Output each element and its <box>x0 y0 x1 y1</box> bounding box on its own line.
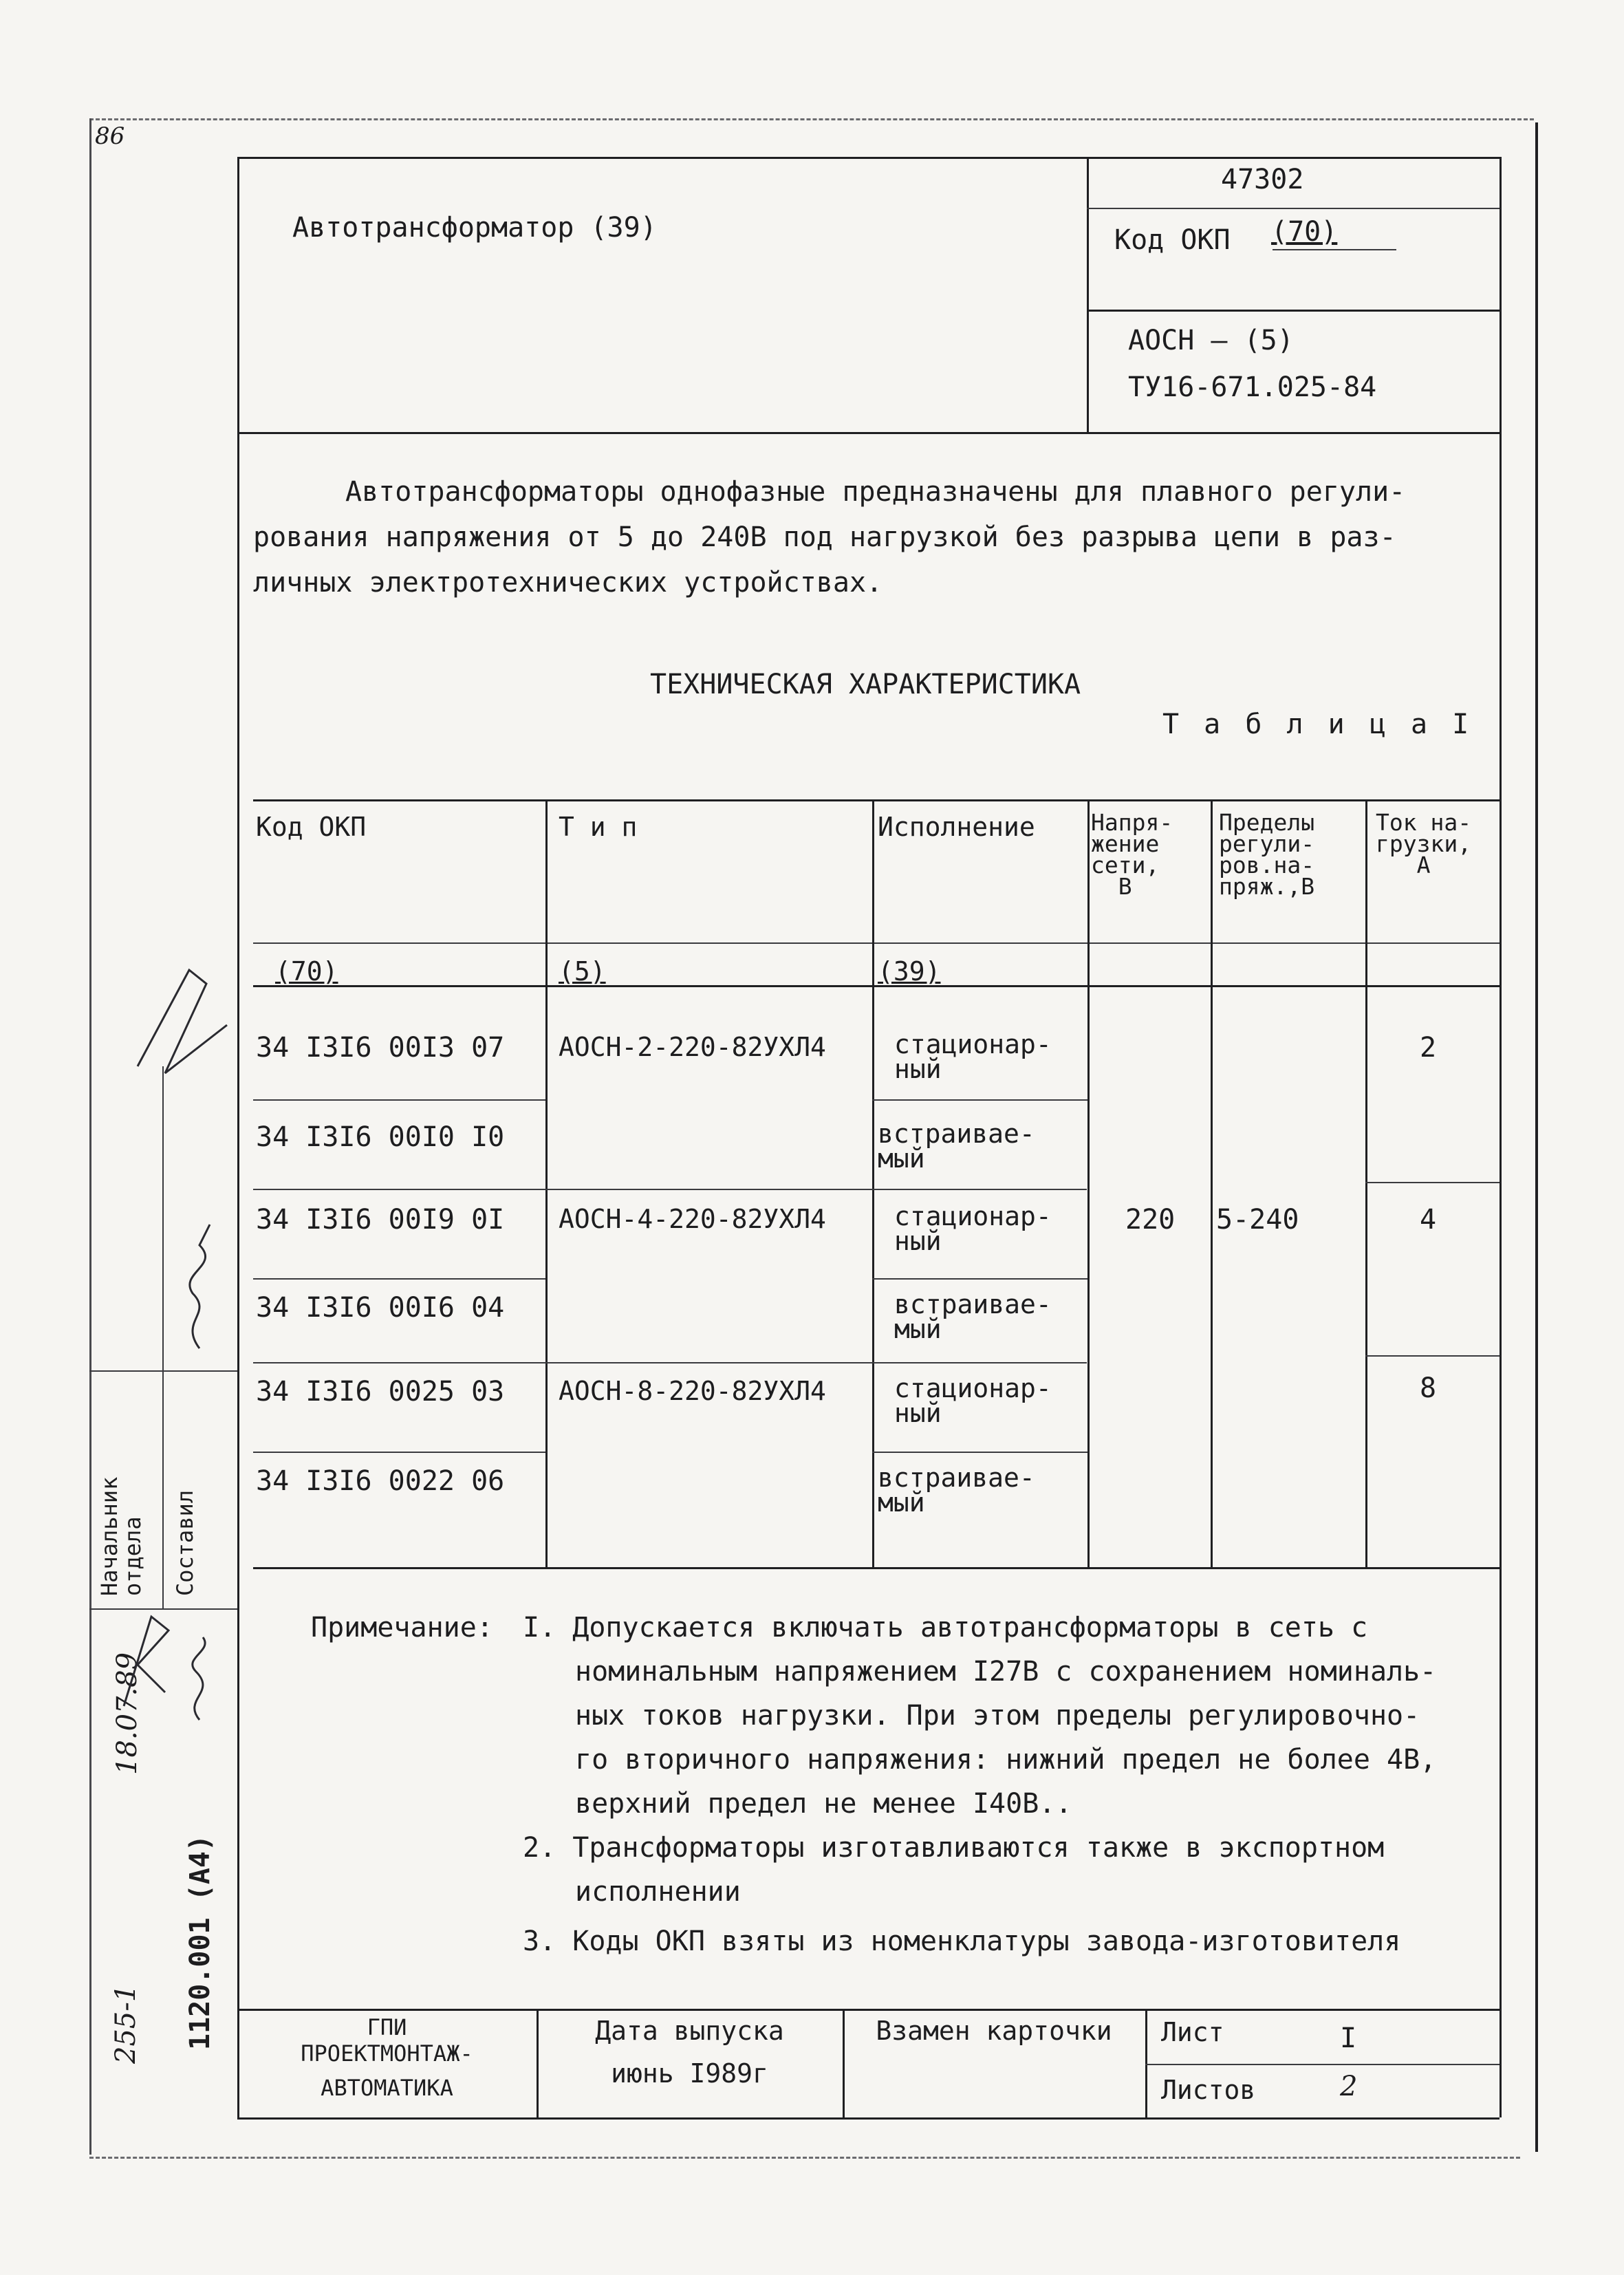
intro-line-2: рования напряжения от 5 до 240В под нагрузкой без разрыва цепи в раз- <box>253 521 1396 553</box>
sheets-label: Листов <box>1161 2075 1256 2105</box>
corner-number: 86 <box>95 122 125 150</box>
margin-signature-date <box>110 1603 179 1713</box>
row-rule-3a <box>253 1278 545 1280</box>
card-number: 47302 <box>1221 164 1304 195</box>
row-rule-4c <box>1365 1355 1500 1357</box>
code-execution: (39) <box>878 956 941 986</box>
current-value-2: 4 <box>1420 1204 1437 1236</box>
footer-sheet-rule <box>1145 2064 1500 2065</box>
note-1-line-4: го вторичного напряжения: нижний предел не более 4В, <box>575 1744 1437 1776</box>
row-rule-4 <box>253 1362 1087 1363</box>
row-okp-4: 34 I3I6 00I6 04 <box>256 1292 505 1324</box>
section-title: ТЕХНИЧЕСКАЯ ХАРАКТЕРИСТИКА <box>650 669 1081 700</box>
replaces-label: Взамен карточки <box>876 2016 1112 2046</box>
row-okp-1: 34 I3I6 00I3 07 <box>256 1032 505 1064</box>
row-okp-2: 34 I3I6 00I0 I0 <box>256 1121 505 1153</box>
note-1-line-1: I. Допускается включать автотрансформаторы в сеть с <box>523 1612 1368 1643</box>
footer-top <box>237 2009 1500 2011</box>
footer-bottom <box>237 2117 1500 2120</box>
table-codes-rule <box>253 985 1500 987</box>
org-line-1: ГПИ <box>367 2014 407 2040</box>
row-rule-2 <box>253 1189 1087 1190</box>
row-okp-5: 34 I3I6 0025 03 <box>256 1376 505 1408</box>
table-col-line-1 <box>545 799 548 1567</box>
sheet-value: I <box>1340 2023 1357 2054</box>
current-value-1: 2 <box>1420 1032 1437 1064</box>
standard-number: ТУ16-671.025-84 <box>1128 371 1377 403</box>
table-col-line-3 <box>1087 799 1090 1567</box>
margin-dept-head: Начальник отдела <box>96 1476 146 1596</box>
table-top <box>253 799 1500 801</box>
org-line-3: АВТОМАТИКА <box>321 2075 453 2101</box>
okp-underline <box>1273 249 1396 250</box>
margin-col-line <box>162 1066 164 1610</box>
row-execution-1: стационар- ный <box>894 1029 1052 1084</box>
row-execution-5: стационар- ный <box>894 1373 1052 1428</box>
col-header-type: Т и п <box>559 812 638 842</box>
row-rule-1a <box>253 1099 545 1101</box>
header-rule-2 <box>1087 310 1500 312</box>
row-type-2: АОСН-4-220-82УХЛ4 <box>559 1204 826 1234</box>
table-caption: Т а б л и ц а I <box>1162 709 1473 740</box>
margin-compiled: Составил <box>172 1489 198 1596</box>
col-header-voltage: Напря- жение сети, В <box>1091 809 1173 900</box>
note-2-line-1: 2. Трансформаторы изготавливаются также в экспортном <box>523 1832 1385 1864</box>
outer-left-edge <box>89 118 91 2155</box>
code-okp: (70) <box>275 956 338 986</box>
margin-signature-compiled <box>172 1218 227 1355</box>
row-execution-4: встраивае- мый <box>894 1289 1052 1344</box>
row-rule-2c <box>1365 1182 1500 1183</box>
header-divider <box>1087 157 1089 433</box>
regulation-range-value: 5-240 <box>1216 1204 1299 1236</box>
note-2-line-2: исполнении <box>575 1876 741 1908</box>
product-name: Автотрансформатор (39) <box>292 212 657 244</box>
margin-date: 18.07.89 <box>111 1652 143 1775</box>
col-header-execution: Исполнение <box>878 812 1035 842</box>
row-type-3: АОСН-8-220-82УХЛ4 <box>559 1376 826 1406</box>
sheet-label: Лист <box>1161 2017 1224 2047</box>
row-rule-5b <box>872 1452 1087 1453</box>
note-1-line-5: верхний предел не менее I40В.. <box>575 1788 1072 1820</box>
release-label: Дата выпуска <box>595 2016 784 2046</box>
outer-bottom-edge <box>89 2157 1520 2159</box>
current-value-3: 8 <box>1420 1372 1437 1404</box>
intro-line-3: личных электротехнических устройствах. <box>253 567 883 599</box>
outer-right-edge <box>1535 122 1538 2152</box>
voltage-value: 220 <box>1125 1204 1176 1236</box>
intro-line-1: Автотрансформаторы однофазные предназначены для плавного регули- <box>345 476 1406 508</box>
note-1-line-2: номинальным напряжением I27В с сохранением номиналь- <box>575 1656 1437 1688</box>
margin-form-code: 1120.001 (A4) <box>184 1834 216 2050</box>
margin-number: 255-1 <box>110 1984 142 2064</box>
col-header-current: Ток на- грузки, А <box>1376 809 1472 878</box>
row-execution-2: встраивае- мый <box>878 1119 1035 1174</box>
type-line: АОСН – (5) <box>1128 325 1294 356</box>
header-bottom <box>237 432 1500 434</box>
okp-value: (70) <box>1271 216 1338 248</box>
card-right <box>1500 157 1502 2117</box>
table-col-line-5 <box>1365 799 1367 1567</box>
note-1-line-3: ных токов нагрузки. При этом пределы регулировочно- <box>575 1700 1420 1732</box>
card-left <box>237 157 239 2117</box>
row-okp-3: 34 I3I6 00I9 0I <box>256 1204 505 1236</box>
row-rule-3b <box>872 1278 1087 1280</box>
col-header-okp: Код ОКП <box>256 812 367 842</box>
table-col-line-4 <box>1211 799 1213 1567</box>
row-rule-5a <box>253 1452 545 1453</box>
okp-label: Код ОКП <box>1114 224 1231 256</box>
row-execution-3: стационар- ный <box>894 1201 1052 1256</box>
code-type: (5) <box>559 956 606 986</box>
header-rule-1 <box>1087 208 1500 209</box>
row-type-1: АОСН-2-220-82УХЛ4 <box>559 1032 826 1062</box>
release-value: июнь I989г <box>611 2058 768 2089</box>
table-header-rule <box>253 942 1500 944</box>
margin-signature-initials <box>172 1630 227 1727</box>
note-3-line-1: 3. Коды ОКП взяты из номенклатуры завода-изготовителя <box>523 1926 1401 1957</box>
sheets-value: 2 <box>1340 2071 1358 2102</box>
notes-label: Примечание: <box>311 1612 493 1643</box>
col-header-range: Пределы регули- ров.на- пряж.,В <box>1219 809 1315 900</box>
row-rule-1b <box>872 1099 1087 1101</box>
table-bottom <box>253 1567 1500 1569</box>
row-okp-6: 34 I3I6 0022 06 <box>256 1465 505 1497</box>
margin-signature-check <box>124 963 248 1087</box>
footer-divider-3 <box>1145 2009 1147 2117</box>
card-top <box>237 157 1500 159</box>
org-line-2: ПРОЕКТМОНТАЖ- <box>301 2040 473 2067</box>
outer-top-edge <box>89 118 1534 120</box>
row-execution-6: встраивае- мый <box>878 1463 1035 1518</box>
